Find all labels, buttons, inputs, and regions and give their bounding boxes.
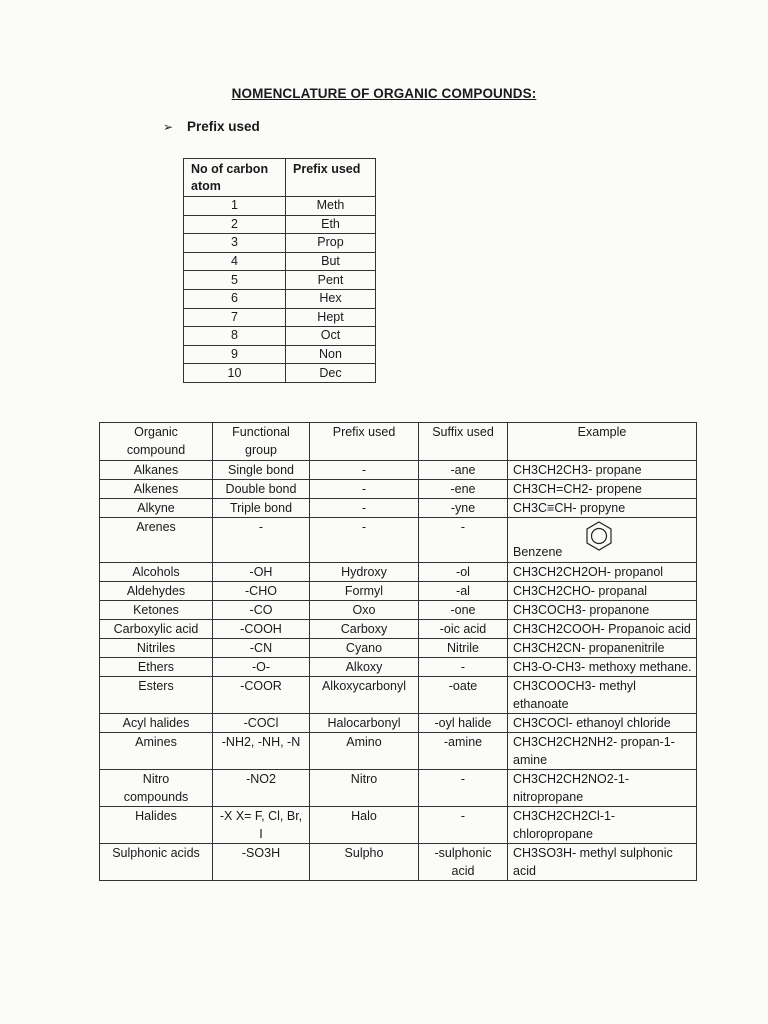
prefix-cell: - <box>310 499 419 518</box>
prefix-cell: Halo <box>310 807 419 844</box>
functional-groups-table <box>99 422 697 881</box>
prefix-table-header-row <box>184 159 376 197</box>
carbon-count-cell: 9 <box>184 345 286 364</box>
main-table-body <box>100 461 697 881</box>
functional-group-cell: -NH2, -NH, -N <box>213 733 310 770</box>
suffix-cell: -oate <box>419 677 508 714</box>
main-table-row <box>100 601 697 620</box>
prefix-cell: Alkoxy <box>310 658 419 677</box>
carbon-count-cell: 5 <box>184 271 286 290</box>
example-cell: CH3C≡CH- propyne <box>508 499 697 518</box>
suffix-cell: -oic acid <box>419 620 508 639</box>
main-table-row <box>100 461 697 480</box>
example-cell: CH3CH2CH2NO2-1-nitropropane <box>508 770 697 807</box>
main-table-row <box>100 770 697 807</box>
prefix-table-row <box>184 308 376 327</box>
prefix-table-row <box>184 327 376 346</box>
main-table-row <box>100 844 697 881</box>
main-table-row <box>100 480 697 499</box>
example-cell: CH3COCH3- propanone <box>508 601 697 620</box>
example-cell: CH3-O-CH3- methoxy methane. <box>508 658 697 677</box>
prefix-table-row <box>184 252 376 271</box>
main-table-row <box>100 563 697 582</box>
prefix-cell: Amino <box>310 733 419 770</box>
prefix-cell: - <box>310 480 419 499</box>
functional-group-cell: -COOH <box>213 620 310 639</box>
suffix-cell: -ol <box>419 563 508 582</box>
main-table-header: Suffix used <box>419 423 508 461</box>
example-cell: CH3SO3H- methyl sulphonic acid <box>508 844 697 881</box>
suffix-cell: -one <box>419 601 508 620</box>
prefix-cell: Halocarbonyl <box>310 714 419 733</box>
suffix-cell: Nitrile <box>419 639 508 658</box>
prefix-table-row <box>184 289 376 308</box>
example-cell: CH3COOCH3- methyl ethanoate <box>508 677 697 714</box>
main-table-row <box>100 714 697 733</box>
main-table-row <box>100 733 697 770</box>
compound-cell: Sulphonic acids <box>100 844 213 881</box>
prefix-table-row <box>184 345 376 364</box>
functional-group-cell: -CN <box>213 639 310 658</box>
main-table-row <box>100 582 697 601</box>
prefix-cell: Hex <box>286 289 376 308</box>
functional-group-cell: -COCl <box>213 714 310 733</box>
suffix-cell: - <box>419 770 508 807</box>
suffix-cell: -yne <box>419 499 508 518</box>
functional-group-cell: Double bond <box>213 480 310 499</box>
suffix-cell: - <box>419 518 508 563</box>
functional-group-cell: -O- <box>213 658 310 677</box>
section-heading <box>163 119 260 134</box>
carbon-count-cell: 4 <box>184 252 286 271</box>
functional-group-cell: -COOR <box>213 677 310 714</box>
example-cell: CH3CH2COOH- Propanoic acid <box>508 620 697 639</box>
compound-cell: Halides <box>100 807 213 844</box>
compound-cell: Aldehydes <box>100 582 213 601</box>
functional-group-cell: -CO <box>213 601 310 620</box>
example-cell: CH3CH=CH2- propene <box>508 480 697 499</box>
example-cell <box>508 518 697 563</box>
main-table-header: Prefix used <box>310 423 419 461</box>
functional-group-cell: -X X= F, Cl, Br, I <box>213 807 310 844</box>
example-cell: CH3CH2CH2Cl-1-chloropropane <box>508 807 697 844</box>
page-title: NOMENCLATURE OF ORGANIC COMPOUNDS: <box>231 86 537 101</box>
example-cell: CH3COCl- ethanoyl chloride <box>508 714 697 733</box>
compound-cell: Nitro compounds <box>100 770 213 807</box>
prefix-table <box>183 158 376 383</box>
example-cell: CH3CH2CHO- propanal <box>508 582 697 601</box>
benzene-ring-icon <box>583 520 615 552</box>
carbon-count-cell: 6 <box>184 289 286 308</box>
suffix-cell: -ene <box>419 480 508 499</box>
compound-cell: Alcohols <box>100 563 213 582</box>
prefix-table-row <box>184 271 376 290</box>
prefix-table-row <box>184 215 376 234</box>
prefix-cell: Hydroxy <box>310 563 419 582</box>
arrow-bullet-icon: ➢ <box>163 120 174 134</box>
prefix-cell: - <box>310 518 419 563</box>
main-table-row <box>100 677 697 714</box>
main-table-header-row <box>100 423 697 461</box>
compound-cell: Alkyne <box>100 499 213 518</box>
compound-cell: Alkanes <box>100 461 213 480</box>
example-cell: CH3CH2CN- propanenitrile <box>508 639 697 658</box>
prefix-table-row <box>184 197 376 216</box>
example-cell: CH3CH2CH3- propane <box>508 461 697 480</box>
prefix-cell: Nitro <box>310 770 419 807</box>
compound-cell: Carboxylic acid <box>100 620 213 639</box>
main-table-header: Functional group <box>213 423 310 461</box>
prefix-cell: Cyano <box>310 639 419 658</box>
functional-group-cell: -OH <box>213 563 310 582</box>
functional-group-cell: -NO2 <box>213 770 310 807</box>
suffix-cell: -al <box>419 582 508 601</box>
compound-cell: Amines <box>100 733 213 770</box>
carbon-count-cell: 1 <box>184 197 286 216</box>
prefix-cell: Sulpho <box>310 844 419 881</box>
functional-group-cell: -SO3H <box>213 844 310 881</box>
functional-group-cell: Triple bond <box>213 499 310 518</box>
main-table-row <box>100 499 697 518</box>
main-table-row <box>100 807 697 844</box>
example-cell: CH3CH2CH2OH- propanol <box>508 563 697 582</box>
suffix-cell: - <box>419 658 508 677</box>
compound-cell: Ethers <box>100 658 213 677</box>
prefix-cell: Formyl <box>310 582 419 601</box>
functional-group-cell: - <box>213 518 310 563</box>
prefix-cell: Dec <box>286 364 376 383</box>
carbon-count-cell: 8 <box>184 327 286 346</box>
compound-cell: Ketones <box>100 601 213 620</box>
prefix-cell: Prop <box>286 234 376 253</box>
suffix-cell: - <box>419 807 508 844</box>
prefix-table-body <box>184 197 376 383</box>
prefix-table-row <box>184 364 376 383</box>
suffix-cell: -amine <box>419 733 508 770</box>
suffix-cell: -sulphonic acid <box>419 844 508 881</box>
prefix-cell: Oct <box>286 327 376 346</box>
compound-cell: Arenes <box>100 518 213 563</box>
carbon-count-cell: 3 <box>184 234 286 253</box>
carbon-count-cell: 7 <box>184 308 286 327</box>
main-table-row <box>100 620 697 639</box>
example-cell: CH3CH2CH2NH2- propan-1-amine <box>508 733 697 770</box>
compound-cell: Nitriles <box>100 639 213 658</box>
prefix-cell: Eth <box>286 215 376 234</box>
main-table-header: Example <box>508 423 697 461</box>
main-table-row <box>100 658 697 677</box>
carbon-count-cell: 2 <box>184 215 286 234</box>
main-table-row <box>100 518 697 563</box>
prefix-cell: But <box>286 252 376 271</box>
prefix-cell: Non <box>286 345 376 364</box>
main-table-header: Organic compound <box>100 423 213 461</box>
prefix-cell: Alkoxycarbonyl <box>310 677 419 714</box>
prefix-cell: Carboxy <box>310 620 419 639</box>
compound-cell: Acyl halides <box>100 714 213 733</box>
compound-cell: Alkenes <box>100 480 213 499</box>
section-heading-text: Prefix used <box>187 119 260 134</box>
carbon-count-cell: 10 <box>184 364 286 383</box>
compound-cell: Esters <box>100 677 213 714</box>
main-table-row <box>100 639 697 658</box>
prefix-cell: Pent <box>286 271 376 290</box>
suffix-cell: -oyl halide <box>419 714 508 733</box>
prefix-table-header: Prefix used <box>286 159 376 197</box>
suffix-cell: -ane <box>419 461 508 480</box>
prefix-table-row <box>184 234 376 253</box>
prefix-cell: Hept <box>286 308 376 327</box>
prefix-table-header: No of carbon atom <box>184 159 286 197</box>
prefix-cell: - <box>310 461 419 480</box>
benzene-label: Benzene <box>513 545 563 559</box>
prefix-cell: Meth <box>286 197 376 216</box>
functional-group-cell: Single bond <box>213 461 310 480</box>
prefix-cell: Oxo <box>310 601 419 620</box>
functional-group-cell: -CHO <box>213 582 310 601</box>
